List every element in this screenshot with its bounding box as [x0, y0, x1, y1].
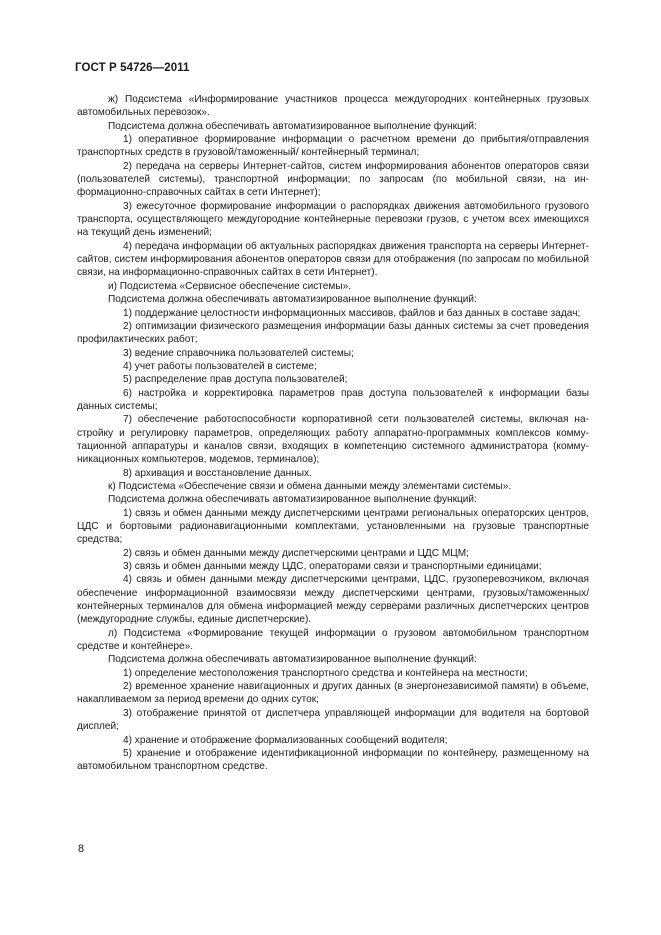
list-item: 5) распределение прав доступа пользователей;	[123, 374, 348, 386]
list-item: 1) поддержание целостности информационных массивов, файлов и баз данных в составе задач;	[123, 307, 581, 319]
list-item: 3) отображение принятой от диспетчера управляющей информации для водителя на бортовой дисплей;	[77, 707, 589, 733]
list-item: 7) обеспечение работоспособности корпоративной сети пользователей системы, включая настройку и регулировку параметров, определяющих работу аппаратно-программных комплексов коммутационной аппаратуры и каналов связи, входящих в компетенцию системного администратора (коммуникационных компьютеров, модемов, терминалов);	[77, 414, 589, 466]
list-item: 4) связь и обмен данными между диспетчерскими центрами, ЦДС, грузоперевозчиком, включая обеспечение информационной взаимосвязи между диспетчерскими центрами, грузовых/таможенных/контейнерных терминалов для обмена информацией между серверами различных диспетчерских центров (междугородние службы, единые диспетчерские).	[77, 574, 589, 626]
paragraph: Подсистема должна обеспечивать автоматизированное выполнение функций:	[108, 294, 477, 306]
list-item: 1) оперативное формирование информации о расчетном времени до прибытия/отправления транспортных средств в грузовой/таможенный/ контейнерный терминал;	[77, 134, 589, 159]
paragraph: ж) Подсистема «Информирование участников процесса междугородних контейнерных грузовых автомобильных перевозок».	[77, 94, 589, 119]
list-item: 2) временное хранение навигационных и других данных (в энергонезависимой памяти) в объеме, накапливаемом за период времени до одних суток;	[77, 681, 589, 706]
list-item: 4) хранение и отображение формализованных сообщений водителя;	[123, 734, 448, 746]
list-item: 5) хранение и отображение идентификационной информации по контейнеру, размещенному на автомобильном транспортном средстве.	[77, 747, 589, 773]
list-item: 4) передача информации об актуальных распорядках движения транспорта на серверы Интернет-сайтов, систем информирования абонентов операторов связи для отображения (по запросам по мобильной связи, на информационно-справочных сайтах в сети Интернет).	[77, 240, 589, 279]
list-item: 1) определение местоположения транспортного средства и контейнера на местности;	[123, 667, 528, 679]
list-item: 6) настройка и корректировка параметров прав доступа пользователей к информации базы данных системы;	[77, 387, 589, 412]
paragraph: л) Подсистема «Формирование текущей информации о грузовом автомобильном транспортном средстве и контейнере».	[77, 627, 589, 653]
list-item: 1) связь и обмен данными между диспетчерскими центрами региональных операторских центров, ЦДС и бортовыми радионавигационными комплектами, установленными на грузовые транспортные средства;	[77, 507, 589, 546]
list-item: 4) учет работы пользователей в системе;	[123, 360, 317, 372]
list-item: 8) архивация и восстановление данных.	[123, 467, 312, 479]
page-number: 8	[78, 843, 85, 855]
paragraph: к) Подсистема «Обеспечение связи и обмена данными между элементами системы».	[108, 480, 512, 492]
paragraph: Подсистема должна обеспечивать автоматизированное выполнение функций:	[108, 494, 477, 506]
list-item: 2) оптимизации физического размещения информации базы данных системы за счет проведения профилактических работ;	[77, 320, 589, 346]
list-item: 3) ведение справочника пользователей системы;	[123, 347, 354, 359]
list-item: 2) передача на серверы Интернет-сайтов, систем информирования абонентов операторов связи (пользователей системы), транспортной информации; по запросам (по мобильной связи, на информационно-справочных сайтах в сети Интернет);	[77, 160, 589, 199]
list-item: 3) связь и обмен данными между ЦДС, операторами связи и транспортными единицами;	[123, 561, 542, 573]
list-item: 3) ежесуточное формирование информации о распорядках движения автомобильного грузового транспорта, осуществляющего междугородние контейнерные перевозки грузов, с учетом всех имеющихся на текущий день изменений;	[77, 200, 589, 239]
page-header-title: ГОСТ Р 54726—2011	[75, 62, 190, 74]
paragraph: Подсистема должна обеспечивать автоматизированное выполнение функций:	[108, 654, 477, 666]
document-body	[77, 93, 589, 774]
paragraph: и) Подсистема «Сервисное обеспечение системы».	[108, 280, 351, 292]
list-item: 2) связь и обмен данными между диспетчерскими центрами и ЦДС МЦМ;	[123, 547, 469, 559]
paragraph: Подсистема должна обеспечивать автоматизированное выполнение функций:	[108, 120, 477, 132]
